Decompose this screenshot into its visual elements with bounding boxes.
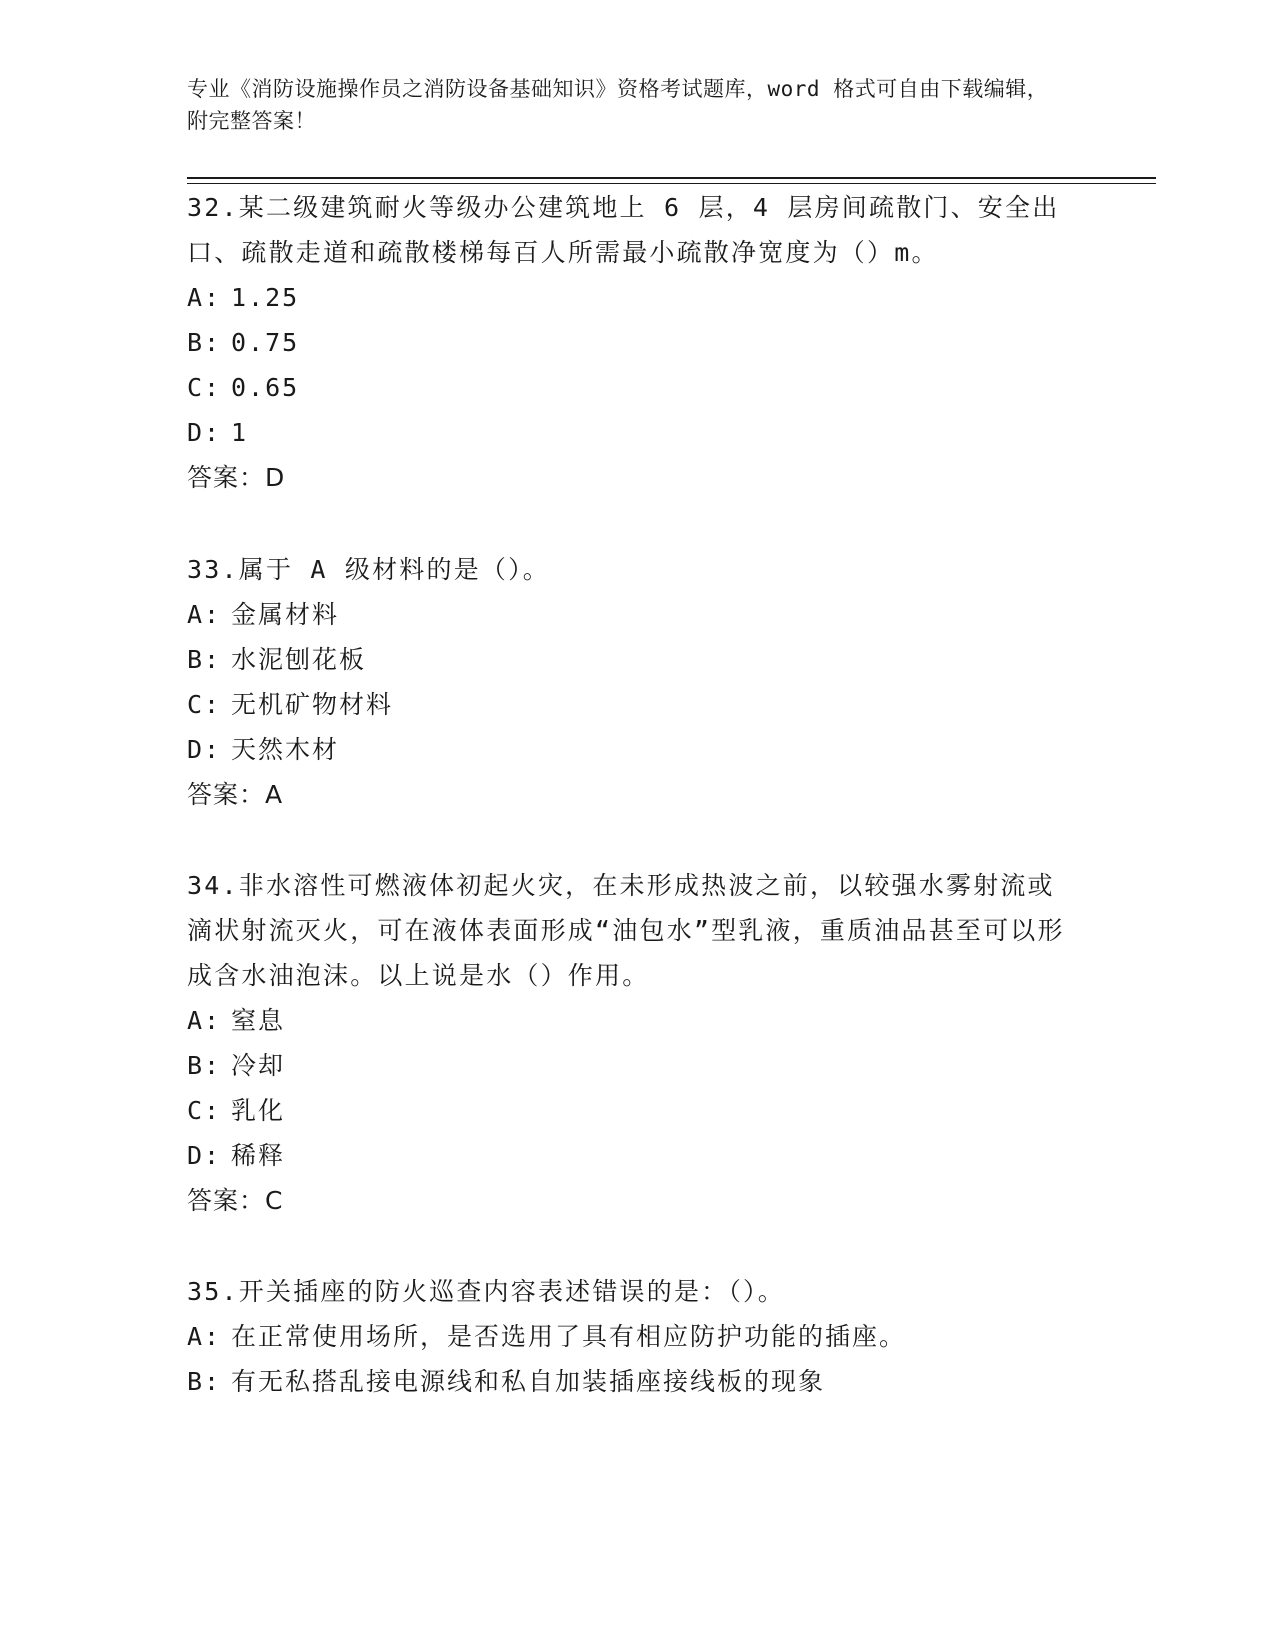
question-32 — [187, 185, 1077, 500]
option-key: B: — [187, 328, 222, 357]
option-d — [187, 410, 1077, 455]
option-key: A: — [187, 1006, 222, 1035]
option-b — [187, 1359, 1077, 1404]
header-divider-thick — [187, 177, 1156, 179]
option-key: B: — [187, 645, 222, 674]
option-a — [187, 998, 1077, 1043]
option-c — [187, 365, 1077, 410]
option-a — [187, 592, 1077, 637]
option-key: D: — [187, 418, 222, 447]
option-key: A: — [187, 1322, 222, 1351]
option-text: 0.65 — [231, 373, 300, 402]
option-text: 冷却 — [231, 1051, 286, 1080]
option-text: 1 — [231, 418, 249, 447]
answer-line: 答案：A — [187, 780, 284, 809]
option-key: C: — [187, 690, 222, 719]
option-key: A: — [187, 283, 222, 312]
option-a — [187, 1314, 1077, 1359]
option-b — [187, 1043, 1077, 1088]
option-key: A: — [187, 600, 222, 629]
option-key: B: — [187, 1051, 222, 1080]
option-text: 在正常使用场所，是否选用了具有相应防护功能的插座。 — [231, 1322, 907, 1351]
question-34 — [187, 863, 1077, 1223]
question-stem: 34.非水溶性可燃液体初起火灾，在未形成热波之前，以较强水雾射流或滴状射流灭火，可在液体表面形成“油包水”型乳液，重质油品甚至可以形成含水油泡沫。以上说是水（）作用。 — [187, 871, 1065, 990]
option-a — [187, 275, 1077, 320]
option-text: 窒息 — [231, 1006, 286, 1035]
option-key: B: — [187, 1367, 222, 1396]
option-text: 水泥刨花板 — [231, 645, 367, 674]
option-text: 稀释 — [231, 1141, 286, 1170]
question-stem: 32.某二级建筑耐火等级办公建筑地上 6 层，4 层房间疏散门、安全出口、疏散走道和疏散楼梯每百人所需最小疏散净宽度为（）m。 — [187, 193, 1060, 267]
option-d — [187, 727, 1077, 772]
question-stem: 35.开关插座的防火巡查内容表述错误的是：（）。 — [187, 1277, 785, 1306]
option-text: 天然木材 — [231, 735, 340, 764]
answer-line: 答案：C — [187, 1186, 284, 1215]
option-c — [187, 682, 1077, 727]
question-stem: 33.属于 A 级材料的是（）。 — [187, 555, 551, 584]
option-text: 有无私搭乱接电源线和私自加装插座接线板的现象 — [231, 1367, 826, 1396]
option-text: 金属材料 — [231, 600, 340, 629]
option-text: 1.25 — [231, 283, 300, 312]
option-d — [187, 1133, 1077, 1178]
header-divider-thin — [187, 183, 1156, 184]
answer-line: 答案：D — [187, 463, 286, 492]
option-key: D: — [187, 1141, 222, 1170]
option-text: 乳化 — [231, 1096, 286, 1125]
option-key: C: — [187, 1096, 222, 1125]
option-text: 0.75 — [231, 328, 300, 357]
option-b — [187, 637, 1077, 682]
question-35 — [187, 1269, 1077, 1404]
option-b — [187, 320, 1077, 365]
option-text: 无机矿物材料 — [231, 690, 394, 719]
option-key: D: — [187, 735, 222, 764]
question-33 — [187, 547, 1077, 817]
option-c — [187, 1088, 1077, 1133]
option-key: C: — [187, 373, 222, 402]
document-intro: 专业《消防设施操作员之消防设备基础知识》资格考试题库，word 格式可自由下载编辑，附完整答案！ — [187, 77, 1049, 133]
